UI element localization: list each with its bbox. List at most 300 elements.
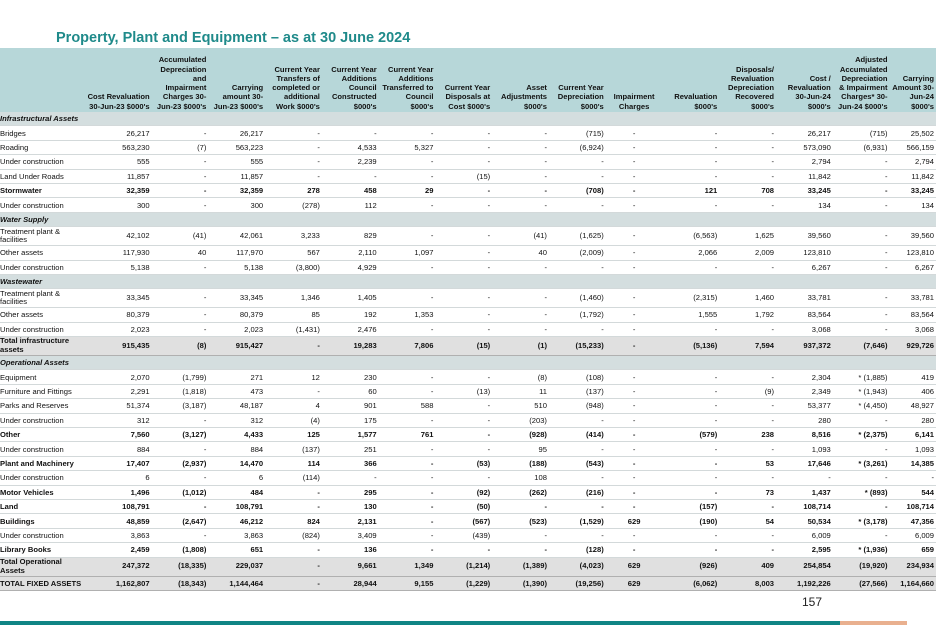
cell: 2,794 xyxy=(776,155,833,169)
cell xyxy=(435,274,492,288)
table-row xyxy=(0,169,936,183)
cell: * (893) xyxy=(833,485,890,499)
ppe-table xyxy=(0,48,936,591)
cell: (190) xyxy=(663,514,720,528)
cell: - xyxy=(435,370,492,384)
table-row xyxy=(0,289,936,308)
cell: 46,212 xyxy=(208,514,265,528)
cell: 6,267 xyxy=(776,260,833,274)
row-label: Plant and Machinery xyxy=(0,456,76,470)
cell: 4 xyxy=(265,399,322,413)
cell: - xyxy=(265,485,322,499)
cell: 278 xyxy=(265,183,322,197)
cell: 108,714 xyxy=(776,499,833,513)
cell: - xyxy=(833,227,890,246)
cell: - xyxy=(606,471,663,485)
cell: 7,560 xyxy=(76,428,152,442)
table-row xyxy=(0,413,936,427)
cell xyxy=(379,356,436,370)
cell: (2,315) xyxy=(663,289,720,308)
cell: - xyxy=(435,399,492,413)
cell: - xyxy=(322,169,379,183)
cell: - xyxy=(663,155,720,169)
cell: - xyxy=(663,260,720,274)
cell: 563,230 xyxy=(76,140,152,154)
cell: - xyxy=(379,289,436,308)
cell xyxy=(890,212,936,226)
cell: 544 xyxy=(890,485,936,499)
cell xyxy=(435,212,492,226)
cell xyxy=(265,356,322,370)
cell: 915,427 xyxy=(208,337,265,356)
table-row xyxy=(0,308,936,322)
cell: (715) xyxy=(833,126,890,140)
cell: (6,563) xyxy=(663,227,720,246)
row-label: Water Supply xyxy=(0,212,76,226)
cell: - xyxy=(152,471,209,485)
header-label-column xyxy=(0,48,76,112)
cell: - xyxy=(833,413,890,427)
cell: - xyxy=(606,485,663,499)
cell: - xyxy=(719,260,776,274)
cell xyxy=(719,112,776,126)
cell: - xyxy=(663,384,720,398)
cell: (1) xyxy=(492,337,549,356)
cell: (19,256) xyxy=(549,576,606,590)
cell: 3,233 xyxy=(265,227,322,246)
cell xyxy=(76,356,152,370)
cell: - xyxy=(379,485,436,499)
cell: - xyxy=(663,528,720,542)
cell: (114) xyxy=(265,471,322,485)
cell: - xyxy=(492,260,549,274)
cell: - xyxy=(152,169,209,183)
cell: - xyxy=(492,308,549,322)
cell: * (4,450) xyxy=(833,399,890,413)
cell xyxy=(435,112,492,126)
cell: 192 xyxy=(322,308,379,322)
cell: 824 xyxy=(265,514,322,528)
row-label: Land xyxy=(0,499,76,513)
cell: 312 xyxy=(208,413,265,427)
cell: 2,009 xyxy=(719,246,776,260)
section-row xyxy=(0,112,936,126)
cell: (824) xyxy=(265,528,322,542)
table-row xyxy=(0,140,936,154)
cell: - xyxy=(833,289,890,308)
cell: - xyxy=(265,499,322,513)
cell: 8,516 xyxy=(776,428,833,442)
cell xyxy=(719,274,776,288)
cell: * (1,943) xyxy=(833,384,890,398)
row-label: TOTAL FIXED ASSETS xyxy=(0,576,76,590)
cell: (15) xyxy=(435,169,492,183)
cell xyxy=(549,112,606,126)
cell xyxy=(322,212,379,226)
row-label: Treatment plant & facilities xyxy=(0,227,76,246)
cell: - xyxy=(719,126,776,140)
cell: (18,343) xyxy=(152,576,209,590)
header-column-6: Current Year Additions Transferred to Council $000's xyxy=(379,48,436,112)
cell: (6,931) xyxy=(833,140,890,154)
cell: 629 xyxy=(606,576,663,590)
cell: (1,460) xyxy=(549,289,606,308)
row-label: Equipment xyxy=(0,370,76,384)
cell: 33,345 xyxy=(76,289,152,308)
cell: (439) xyxy=(435,528,492,542)
cell xyxy=(606,356,663,370)
header-column-4: Current Year Transfers of completed or additional Work $000's xyxy=(265,48,322,112)
cell xyxy=(208,356,265,370)
cell: 651 xyxy=(208,543,265,557)
cell: 1,346 xyxy=(265,289,322,308)
cell: - xyxy=(492,126,549,140)
cell: (50) xyxy=(435,499,492,513)
cell: - xyxy=(379,384,436,398)
header-column-15: Carrying Amount 30-Jun-24 $000's xyxy=(890,48,936,112)
cell: (4,023) xyxy=(549,557,606,576)
cell: - xyxy=(606,322,663,336)
cell xyxy=(549,356,606,370)
cell: (9) xyxy=(719,384,776,398)
cell: - xyxy=(492,528,549,542)
cell: - xyxy=(379,442,436,456)
cell: 42,061 xyxy=(208,227,265,246)
table-body xyxy=(0,112,936,590)
cell: (543) xyxy=(549,456,606,470)
cell: 130 xyxy=(322,499,379,513)
cell: - xyxy=(435,289,492,308)
footer-peach-bar xyxy=(840,621,907,625)
cell xyxy=(265,212,322,226)
cell: 1,162,807 xyxy=(76,576,152,590)
cell: 4,533 xyxy=(322,140,379,154)
cell: - xyxy=(492,155,549,169)
cell: 915,435 xyxy=(76,337,152,356)
cell: 42,102 xyxy=(76,227,152,246)
cell xyxy=(663,112,720,126)
cell: 1,164,660 xyxy=(890,576,936,590)
cell: - xyxy=(606,198,663,212)
cell: 573,090 xyxy=(776,140,833,154)
cell: (1,792) xyxy=(549,308,606,322)
cell: * (1,936) xyxy=(833,543,890,557)
cell: - xyxy=(606,246,663,260)
cell: (579) xyxy=(663,428,720,442)
cell: 2,239 xyxy=(322,155,379,169)
cell: 11,857 xyxy=(76,169,152,183)
header-column-7: Current Year Disposals at Cost $000's xyxy=(435,48,492,112)
cell: - xyxy=(322,126,379,140)
header-column-2: Accumulated Depreciation and Impairment Charges 30-Jun-23 $000's xyxy=(152,48,209,112)
footer-teal-bar xyxy=(0,621,840,625)
cell: - xyxy=(379,543,436,557)
cell: 563,223 xyxy=(208,140,265,154)
cell: 7,806 xyxy=(379,337,436,356)
cell: (1,431) xyxy=(265,322,322,336)
cell: 629 xyxy=(606,514,663,528)
table-header-row xyxy=(0,48,936,112)
table-row xyxy=(0,528,936,542)
cell: - xyxy=(492,183,549,197)
row-label: Library Books xyxy=(0,543,76,557)
cell: 5,138 xyxy=(208,260,265,274)
cell xyxy=(322,274,379,288)
cell: 11,842 xyxy=(890,169,936,183)
cell: - xyxy=(379,169,436,183)
cell: (928) xyxy=(492,428,549,442)
cell: (1,214) xyxy=(435,557,492,576)
cell: - xyxy=(152,499,209,513)
cell: 510 xyxy=(492,399,549,413)
total-row xyxy=(0,557,936,576)
cell: - xyxy=(549,322,606,336)
row-label: Other assets xyxy=(0,246,76,260)
cell: - xyxy=(890,471,936,485)
cell: * (2,375) xyxy=(833,428,890,442)
cell: - xyxy=(322,471,379,485)
cell: - xyxy=(265,337,322,356)
cell: (3,127) xyxy=(152,428,209,442)
cell: 484 xyxy=(208,485,265,499)
cell: - xyxy=(833,499,890,513)
header-column-8: Asset Adjustments $000's xyxy=(492,48,549,112)
header-column-14: Adjusted Accumulated Depreciation & Impairment Charges* 30-Jun-24 $000's xyxy=(833,48,890,112)
cell: 32,359 xyxy=(76,183,152,197)
cell: 123,810 xyxy=(776,246,833,260)
cell xyxy=(379,112,436,126)
cell: 47,356 xyxy=(890,514,936,528)
cell: 26,217 xyxy=(776,126,833,140)
table-row xyxy=(0,485,936,499)
cell: 8,003 xyxy=(719,576,776,590)
row-label: Motor Vehicles xyxy=(0,485,76,499)
cell: 3,863 xyxy=(76,528,152,542)
cell: 80,379 xyxy=(76,308,152,322)
row-label: Bridges xyxy=(0,126,76,140)
cell: - xyxy=(833,308,890,322)
cell: - xyxy=(265,140,322,154)
table-row xyxy=(0,543,936,557)
page-number: 157 xyxy=(802,595,823,609)
cell: 83,564 xyxy=(890,308,936,322)
cell: 48,927 xyxy=(890,399,936,413)
cell: 2,110 xyxy=(322,246,379,260)
cell: 80,379 xyxy=(208,308,265,322)
cell xyxy=(890,274,936,288)
row-label: Under construction xyxy=(0,413,76,427)
cell: 1,353 xyxy=(379,308,436,322)
total-row xyxy=(0,576,936,590)
cell: 1,792 xyxy=(719,308,776,322)
cell: - xyxy=(833,169,890,183)
cell: 73 xyxy=(719,485,776,499)
cell: - xyxy=(492,499,549,513)
table-row xyxy=(0,227,936,246)
cell: 40 xyxy=(152,246,209,260)
cell: 51,374 xyxy=(76,399,152,413)
cell: 6,267 xyxy=(890,260,936,274)
cell: - xyxy=(379,471,436,485)
cell: - xyxy=(435,246,492,260)
cell: 53,377 xyxy=(776,399,833,413)
cell: (523) xyxy=(492,514,549,528)
cell: - xyxy=(379,322,436,336)
cell xyxy=(833,274,890,288)
cell: - xyxy=(152,322,209,336)
cell: (15,233) xyxy=(549,337,606,356)
cell: (128) xyxy=(549,543,606,557)
cell: - xyxy=(152,308,209,322)
cell: 117,970 xyxy=(208,246,265,260)
table-row xyxy=(0,471,936,485)
cell: - xyxy=(435,155,492,169)
cell: 1,405 xyxy=(322,289,379,308)
cell: 12 xyxy=(265,370,322,384)
cell xyxy=(549,274,606,288)
cell: - xyxy=(492,140,549,154)
cell xyxy=(152,112,209,126)
table-row xyxy=(0,183,936,197)
cell: 5,138 xyxy=(76,260,152,274)
cell: 458 xyxy=(322,183,379,197)
cell: - xyxy=(435,543,492,557)
cell: 17,646 xyxy=(776,456,833,470)
cell: (18,335) xyxy=(152,557,209,576)
cell: - xyxy=(435,471,492,485)
cell: (3,800) xyxy=(265,260,322,274)
cell: 11,842 xyxy=(776,169,833,183)
cell: (1,625) xyxy=(549,227,606,246)
cell: 937,372 xyxy=(776,337,833,356)
cell: 5,327 xyxy=(379,140,436,154)
cell: 884 xyxy=(208,442,265,456)
cell: - xyxy=(265,543,322,557)
cell: (41) xyxy=(152,227,209,246)
cell: - xyxy=(719,442,776,456)
cell: - xyxy=(663,413,720,427)
cell: (2,009) xyxy=(549,246,606,260)
header-column-10: Impairment Charges xyxy=(606,48,663,112)
cell: 108,791 xyxy=(76,499,152,513)
cell: 566,159 xyxy=(890,140,936,154)
cell: - xyxy=(152,413,209,427)
cell: (27,566) xyxy=(833,576,890,590)
cell: 2,131 xyxy=(322,514,379,528)
cell: - xyxy=(606,140,663,154)
cell: - xyxy=(152,183,209,197)
cell: - xyxy=(606,169,663,183)
cell: 829 xyxy=(322,227,379,246)
cell: - xyxy=(435,308,492,322)
table-row xyxy=(0,499,936,513)
cell xyxy=(719,356,776,370)
cell: (7,646) xyxy=(833,337,890,356)
cell: - xyxy=(435,413,492,427)
cell xyxy=(152,212,209,226)
cell: 1,349 xyxy=(379,557,436,576)
cell: 409 xyxy=(719,557,776,576)
cell: 2,023 xyxy=(76,322,152,336)
cell xyxy=(435,356,492,370)
cell: 7,594 xyxy=(719,337,776,356)
cell: - xyxy=(606,399,663,413)
cell: (188) xyxy=(492,456,549,470)
table-row xyxy=(0,514,936,528)
cell: - xyxy=(663,456,720,470)
cell: 271 xyxy=(208,370,265,384)
row-label: Under construction xyxy=(0,155,76,169)
cell: - xyxy=(606,155,663,169)
cell: - xyxy=(663,399,720,413)
cell: - xyxy=(549,198,606,212)
cell: - xyxy=(379,155,436,169)
cell: 112 xyxy=(322,198,379,212)
cell: 48,187 xyxy=(208,399,265,413)
cell: (157) xyxy=(663,499,720,513)
cell xyxy=(719,212,776,226)
cell: 2,066 xyxy=(663,246,720,260)
cell: 2,023 xyxy=(208,322,265,336)
cell: (13) xyxy=(435,384,492,398)
cell: 280 xyxy=(890,413,936,427)
cell: 406 xyxy=(890,384,936,398)
cell: (15) xyxy=(435,337,492,356)
total-row xyxy=(0,337,936,356)
row-label: Under construction xyxy=(0,471,76,485)
cell xyxy=(76,112,152,126)
cell: - xyxy=(379,260,436,274)
cell: 33,245 xyxy=(776,183,833,197)
cell xyxy=(322,356,379,370)
cell: - xyxy=(379,126,436,140)
section-row xyxy=(0,356,936,370)
cell: 2,794 xyxy=(890,155,936,169)
cell: 1,577 xyxy=(322,428,379,442)
row-label: Under construction xyxy=(0,322,76,336)
cell: 48,859 xyxy=(76,514,152,528)
cell: - xyxy=(265,155,322,169)
cell: 6 xyxy=(208,471,265,485)
cell: - xyxy=(606,183,663,197)
cell: 761 xyxy=(379,428,436,442)
cell: (1,799) xyxy=(152,370,209,384)
cell: - xyxy=(663,322,720,336)
cell: (137) xyxy=(265,442,322,456)
cell: 26,217 xyxy=(208,126,265,140)
cell: 14,470 xyxy=(208,456,265,470)
cell: - xyxy=(833,260,890,274)
cell: 2,070 xyxy=(76,370,152,384)
cell: - xyxy=(833,471,890,485)
cell: 312 xyxy=(76,413,152,427)
cell: - xyxy=(719,499,776,513)
cell: - xyxy=(265,576,322,590)
cell: 419 xyxy=(890,370,936,384)
cell xyxy=(606,274,663,288)
cell: 3,068 xyxy=(890,322,936,336)
cell: (262) xyxy=(492,485,549,499)
row-label: Under construction xyxy=(0,442,76,456)
cell: 254,854 xyxy=(776,557,833,576)
cell: (278) xyxy=(265,198,322,212)
cell: - xyxy=(663,370,720,384)
cell: (567) xyxy=(435,514,492,528)
cell: - xyxy=(833,322,890,336)
cell: 60 xyxy=(322,384,379,398)
cell xyxy=(776,212,833,226)
cell: - xyxy=(265,169,322,183)
